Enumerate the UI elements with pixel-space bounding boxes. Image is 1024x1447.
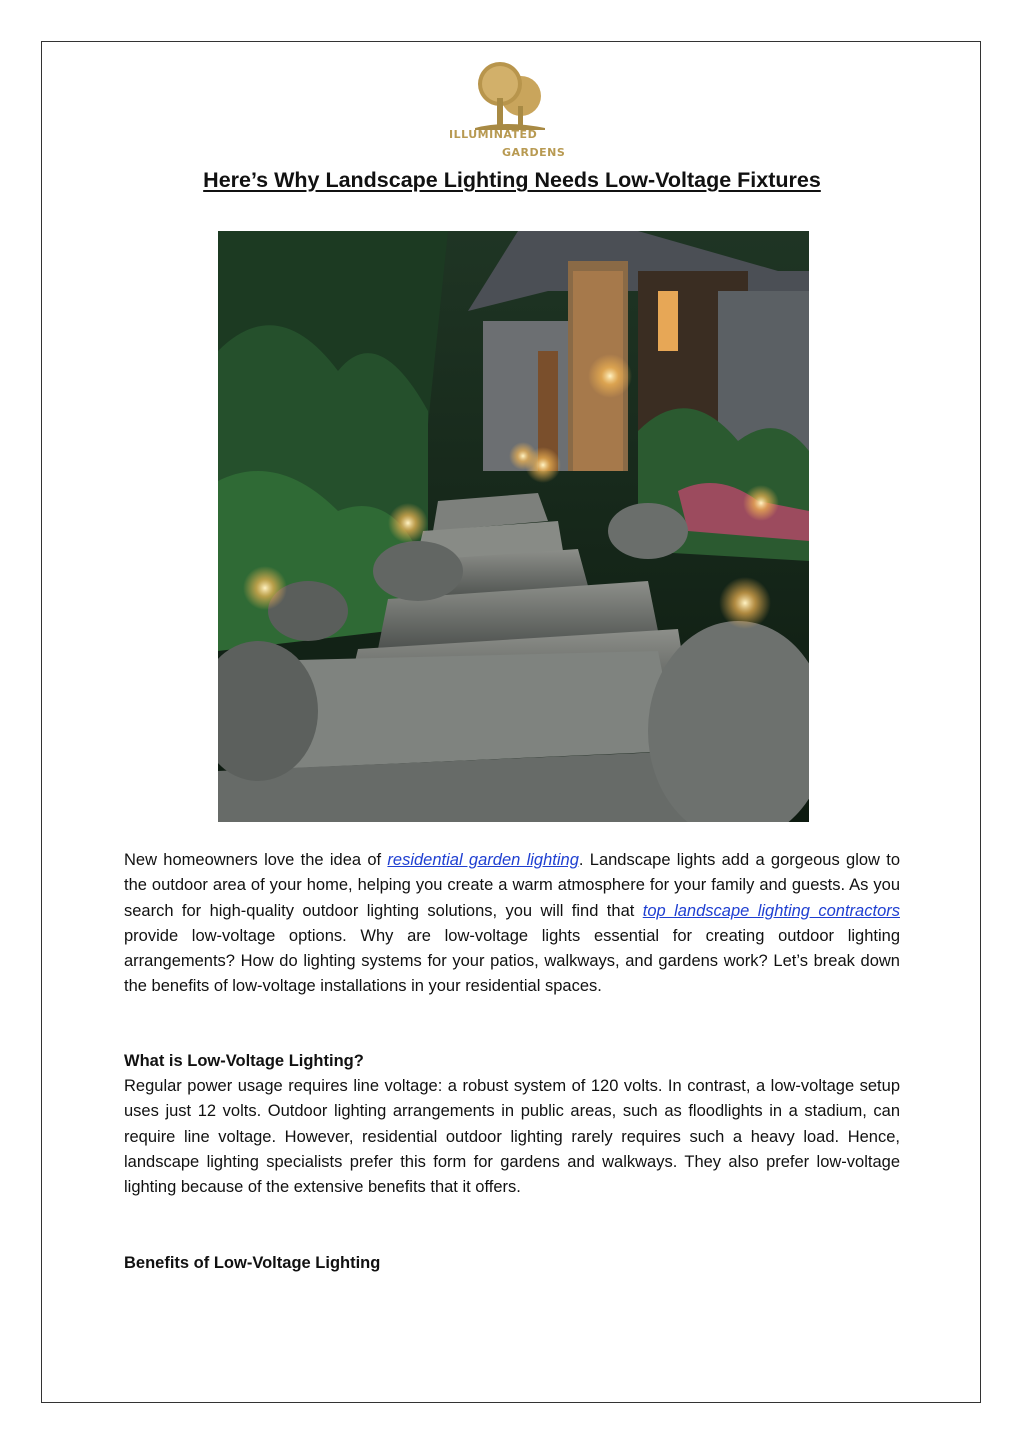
section-heading-benefits: Benefits of Low-Voltage Lighting — [124, 1254, 381, 1272]
illuminated-gardens-logo — [445, 58, 575, 164]
intro-text-1: New homeowners love the idea of — [124, 851, 388, 869]
residential-garden-lighting-link[interactable]: residential garden lighting — [387, 851, 579, 869]
section-heading-what-is-low-voltage: What is Low-Voltage Lighting? — [124, 1052, 364, 1070]
intro-paragraph — [124, 848, 900, 1000]
section-paragraph-what-is-low-voltage: Regular power usage requires line voltage: a robust system of 120 volts. In contrast, a low-voltage setup uses just 12 volts. Outdoor lighting arrangements in public areas, such as floodlights in a stadium, can require line voltage. However, residential outdoor lighting rarely requires such a heavy load. Hence, landscape lighting specialists prefer this form for gardens and walkways. They also prefer low-voltage lighting because of the extensive benefits that it offers. — [124, 1077, 900, 1197]
garden-stairs-photo — [218, 231, 809, 822]
landscape-lighting-contractors-link[interactable]: top landscape lighting contractors — [642, 901, 900, 920]
intro-text-2: . Landscape lights add a gorgeous glow to the outdoor area of your home, helping you create a warm atmosphere for your family and guests. As you search for high-quality outdoor lighting solutions, you will find that — [124, 851, 901, 920]
logo-text-gardens: GARDENS — [502, 146, 566, 159]
garden-path-image-icon — [218, 231, 809, 822]
intro-text-3: provide low-voltage options. Why are low-voltage lights essential for creating outdoor lighting arrangements? How do lighting systems for your patios, walkways, and gardens work? Let’s break down the benefits of low-voltage installations in your residential spaces. — [124, 926, 900, 996]
article-title: Here’s Why Landscape Lighting Needs Low-Voltage Fixtures — [203, 168, 821, 192]
logo-text-illuminated: ILLUMINATED — [449, 128, 538, 141]
